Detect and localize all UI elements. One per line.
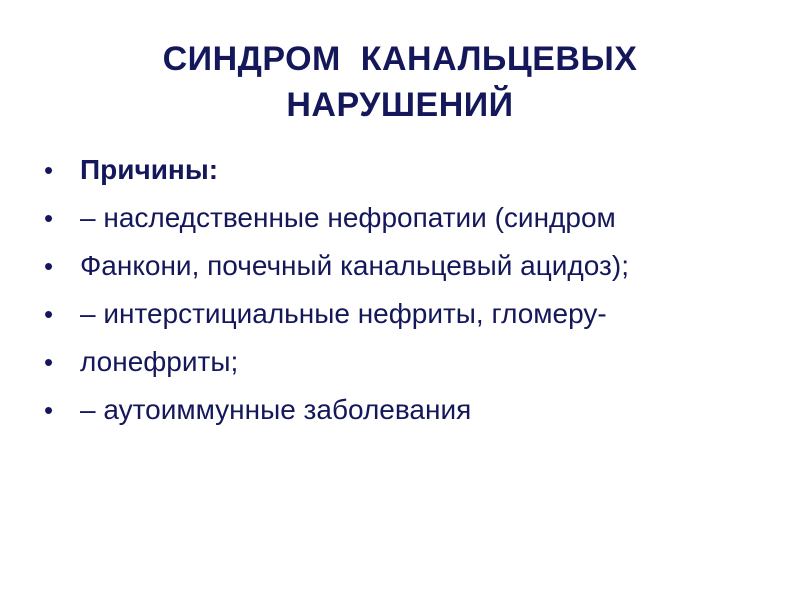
bullet-text: Фанкони, почечный канальцевый ацидоз); — [80, 250, 629, 281]
bullet-text: – аутоиммунные заболевания — [80, 394, 472, 425]
bullet-text: – интерстициальные нефриты, гломеру- — [80, 298, 607, 329]
bullet-icon: • — [44, 203, 54, 233]
bullet-list — [44, 148, 764, 436]
bullet-icon: • — [44, 155, 54, 185]
bullet-icon: • — [44, 347, 54, 377]
bullet-item-causes-heading — [44, 148, 764, 196]
bullet-icon: • — [44, 395, 54, 425]
bullet-icon: • — [44, 299, 54, 329]
bullet-text: Причины: — [80, 154, 219, 185]
bullet-item — [44, 340, 764, 388]
slide-title-line-1: СИНДРОМ КАНАЛЬЦЕВЫХ — [162, 40, 638, 78]
bullet-item — [44, 388, 764, 436]
slide-title-line-2: НАРУШЕНИЙ — [286, 86, 514, 124]
bullet-item — [44, 244, 764, 292]
slide-title — [60, 36, 740, 128]
bullet-item — [44, 196, 764, 244]
bullet-text: – наследственные нефропатии (синдром — [80, 202, 616, 233]
bullet-text: лонефриты; — [80, 346, 239, 377]
bullet-icon: • — [44, 251, 54, 281]
bullet-item — [44, 292, 764, 340]
